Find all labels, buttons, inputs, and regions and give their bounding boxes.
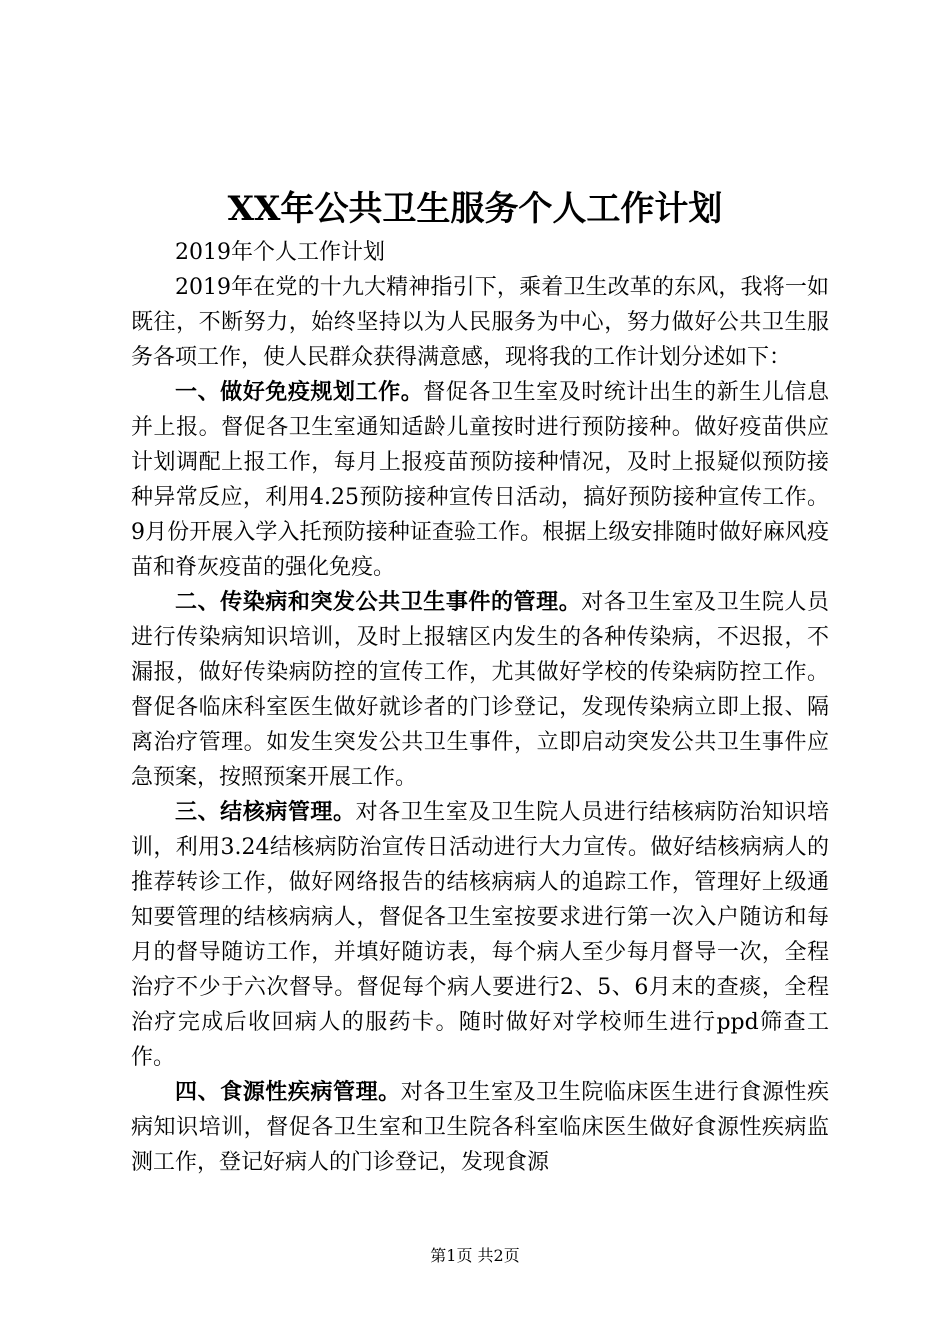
section-text-4: 对各卫生室及卫生院临床医生进行食源性疾病知识培训，督促各卫生室和卫生院各科室临床医生做好食源性疾病监测工作，登记好病人的门诊登记，发现食源	[131, 1080, 829, 1175]
document-body	[131, 235, 829, 1180]
page-footer: 第1页 共2页	[430, 1246, 520, 1265]
document-title: XX年公共卫生服务个人工作计划	[227, 189, 723, 229]
intro-paragraph: 2019年在党的十九大精神指引下，乘着卫生改革的东风，我将一如既往，不断努力，始终坚持以为人民服务为中心，努力做好公共卫生服务各项工作，使人民群众获得满意感，现将我的工作计划分述如下：	[131, 275, 829, 370]
section-paragraph-3	[131, 795, 829, 1075]
section-text-2: 对各卫生室及卫生院人员进行传染病知识培训，及时上报辖区内发生的各种传染病，不迟报，不漏报，做好传染病防控的宣传工作，尤其做好学校的传染病防控工作。督促各临床科室医生做好就诊者的门诊登记，发现传染病立即上报、隔离治疗管理。如发生突发公共卫生事件，立即启动突发公共卫生事件应急预案，按照预案开展工作。	[131, 590, 829, 790]
section-paragraph-2	[131, 585, 829, 795]
section-paragraph-4	[131, 1075, 829, 1180]
section-text-3: 对各卫生室及卫生院人员进行结核病防治知识培训，利用3.24结核病防治宣传日活动进行大力宣传。做好结核病病人的推荐转诊工作，做好网络报告的结核病病人的追踪工作，管理好上级通知要管理的结核病病人，督促各卫生室按要求进行第一次入户随访和每月的督导随访工作，并填好随访表，每个病人至少每月督导一次，全程治疗不少于六次督导。督促每个病人要进行2、5、6月末的查痰，全程治疗完成后收回病人的服药卡。随时做好对学校师生进行ppd筛查工作。	[131, 800, 829, 1070]
section-heading-1: 一、做好免疫规划工作。	[175, 379, 424, 405]
document-subtitle: 2019年个人工作计划	[175, 240, 385, 265]
section-heading-3: 三、结核病管理。	[175, 799, 356, 825]
section-heading-4: 四、食源性疾病管理。	[175, 1079, 401, 1105]
section-paragraph-1	[131, 375, 829, 585]
section-heading-2: 二、传染病和突发公共卫生事件的管理。	[175, 589, 582, 615]
section-text-1: 督促各卫生室及时统计出生的新生儿信息并上报。督促各卫生室通知适龄儿童按时进行预防接种。做好疫苗供应计划调配上报工作，每月上报疫苗预防接种情况，及时上报疑似预防接种异常反应，利用4.25预防接种宣传日活动，搞好预防接种宣传工作。9月份开展入学入托预防接种证查验工作。根据上级安排随时做好麻风疫苗和脊灰疫苗的强化免疫。	[131, 380, 829, 580]
